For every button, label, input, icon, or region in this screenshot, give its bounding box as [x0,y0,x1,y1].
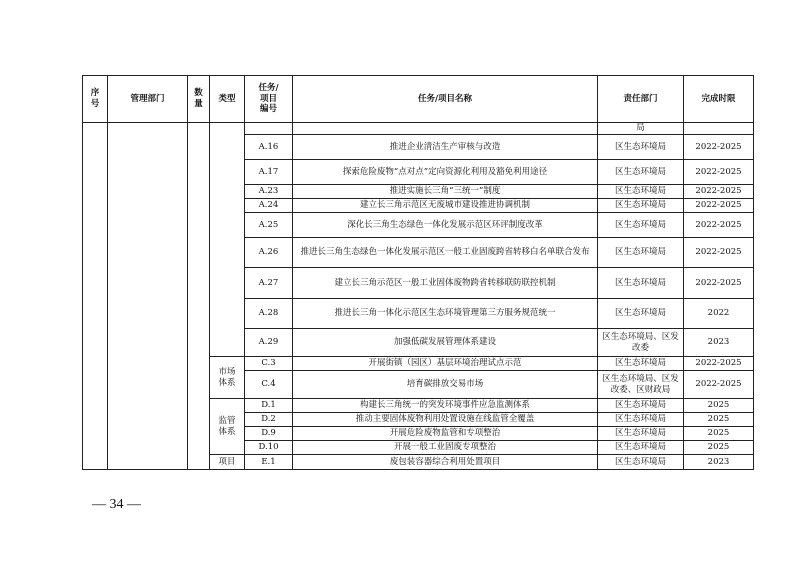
code-cell: A.17 [245,160,293,185]
seq-cell [83,123,108,470]
resp-cell: 区生态环境局 [598,455,684,470]
table-row [83,123,754,135]
code-cell: C.3 [245,357,293,371]
time-cell: 2022-2025 [684,371,754,399]
code-cell: E.1 [245,455,293,470]
code-cell [245,123,293,135]
code-cell: A.28 [245,299,293,329]
dept-cell [108,123,188,470]
col-name: 任务/项目名称 [293,76,598,123]
code-cell: D.2 [245,413,293,427]
resp-cell: 区生态环境局 [598,199,684,213]
col-dept: 管理部门 [108,76,188,123]
code-cell: A.29 [245,329,293,357]
time-cell: 2022-2025 [684,199,754,213]
resp-cell: 区生态环境局 [598,135,684,160]
name-cell: 建立长三角示范区无废城市建设推进协调机制 [293,199,598,213]
page-number: — 34 — [92,497,141,512]
name-cell: 深化长三角生态绿色一体化发展示范区环评制度改革 [293,213,598,238]
resp-cell: 区生态环境局 [598,441,684,455]
count-cell [188,123,210,470]
col-time: 完成时限 [684,76,754,123]
type-cell [210,123,245,357]
time-cell: 2022-2025 [684,185,754,199]
name-cell: 开展危险废物监管和专项整治 [293,427,598,441]
code-cell: D.9 [245,427,293,441]
time-cell: 2022-2025 [684,357,754,371]
resp-cell: 区生态环境局 [598,427,684,441]
col-code: 任务/ 项目 编号 [245,76,293,123]
code-cell: A.25 [245,213,293,238]
type-cell-project: 项目 [210,455,245,470]
resp-cell: 区生态环境局 [598,299,684,329]
time-cell: 2022-2025 [684,160,754,185]
name-cell: 推进实施长三角“三统一”制度 [293,185,598,199]
name-cell: 开展街镇（园区）基层环境治理试点示范 [293,357,598,371]
resp-cell: 局 [598,123,684,135]
resp-cell: 区生态环境局 [598,213,684,238]
code-cell: A.24 [245,199,293,213]
resp-cell: 区生态环境局、区发改委、区财政局 [598,371,684,399]
code-cell: A.16 [245,135,293,160]
resp-cell: 区生态环境局 [598,268,684,299]
time-cell: 2022-2025 [684,213,754,238]
name-cell: 推动主要固体废物利用处置设施在线监管全覆盖 [293,413,598,427]
name-cell: 推进企业清洁生产审核与改造 [293,135,598,160]
resp-cell: 区生态环境局 [598,357,684,371]
name-cell: 探索危险废物“点对点”定向资源化利用及豁免利用途径 [293,160,598,185]
type-cell-supervision: 监管 体系 [210,399,245,455]
resp-cell: 区生态环境局 [598,399,684,413]
name-cell: 培育碳排放交易市场 [293,371,598,399]
header-row [83,76,754,123]
code-cell: C.4 [245,371,293,399]
time-cell: 2022-2025 [684,238,754,268]
resp-cell: 区生态环境局 [598,238,684,268]
col-resp: 责任部门 [598,76,684,123]
name-cell: 建立长三角示范区一般工业固体废物跨省转移联防联控机制 [293,268,598,299]
col-type: 类型 [210,76,245,123]
col-seq: 序 号 [83,76,108,123]
time-cell: 2025 [684,427,754,441]
code-cell: A.27 [245,268,293,299]
resp-cell: 区生态环境局 [598,413,684,427]
name-cell: 开展一般工业固废专项整治 [293,441,598,455]
time-cell: 2022-2025 [684,135,754,160]
resp-cell: 区生态环境局、区发改委 [598,329,684,357]
time-cell: 2022-2025 [684,268,754,299]
task-table [82,75,754,470]
name-cell: 推进长三角一体化示范区生态环境管理第三方服务规范统一 [293,299,598,329]
time-cell: 2023 [684,329,754,357]
name-cell: 废包装容器综合利用处置项目 [293,455,598,470]
time-cell: 2025 [684,413,754,427]
code-cell: D.10 [245,441,293,455]
name-cell [293,123,598,135]
name-cell: 推进长三角生态绿色一体化发展示范区一般工业固废跨省转移白名单联合发布 [293,238,598,268]
time-cell: 2025 [684,441,754,455]
name-cell: 加强低碳发展管理体系建设 [293,329,598,357]
resp-cell: 区生态环境局 [598,160,684,185]
time-cell: 2022 [684,299,754,329]
type-cell-market: 市场 体系 [210,357,245,399]
time-cell [684,123,754,135]
code-cell: A.23 [245,185,293,199]
name-cell: 构建长三角统一的突发环境事件应急监测体系 [293,399,598,413]
time-cell: 2023 [684,455,754,470]
time-cell: 2025 [684,399,754,413]
col-count: 数 量 [188,76,210,123]
resp-cell: 区生态环境局 [598,185,684,199]
code-cell: D.1 [245,399,293,413]
code-cell: A.26 [245,238,293,268]
